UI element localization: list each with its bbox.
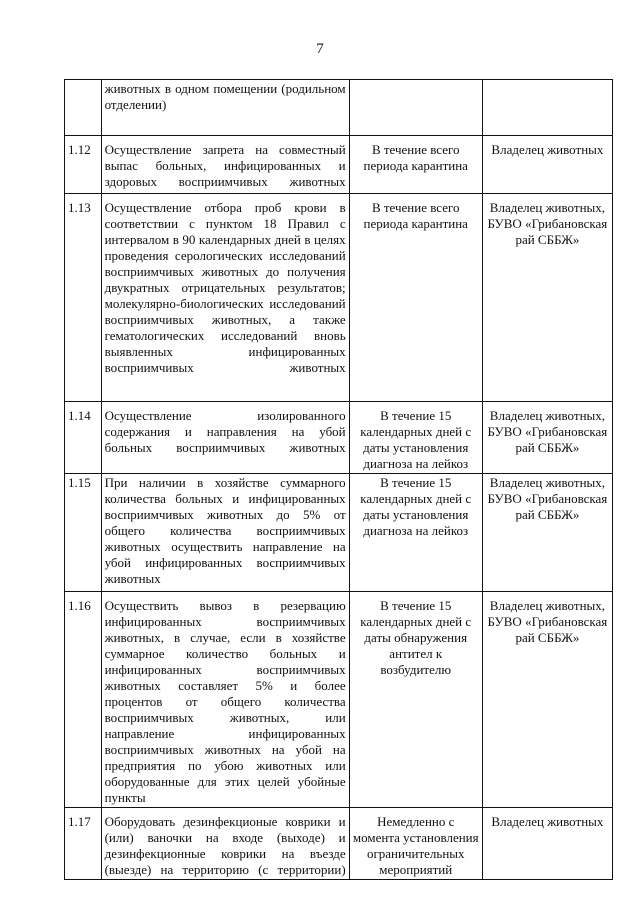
term-cell xyxy=(349,80,482,136)
table-row xyxy=(65,194,613,402)
term-cell: В течение 15 календарных дней с даты установления диагноза на лейкоз xyxy=(349,402,482,474)
responsible-cell: Владелец животных, БУВО «Грибановская рай СББЖ» xyxy=(482,592,612,808)
table-row xyxy=(65,80,613,136)
action-cell: При наличии в хозяйстве суммарного количества больных и инфицированных восприимчивых животных до 5% от общего количества восприимчивых животных осуществить направление на убой инфицированных восприимчивых животных xyxy=(101,474,349,592)
table-row xyxy=(65,402,613,474)
action-cell: животных в одном помещении (родильном отделении) xyxy=(101,80,349,136)
table-row xyxy=(65,592,613,808)
row-number: 1.14 xyxy=(65,402,102,474)
responsible-cell: Владелец животных xyxy=(482,136,612,194)
row-number: 1.12 xyxy=(65,136,102,194)
table-row xyxy=(65,474,613,592)
table-row xyxy=(65,136,613,194)
action-cell: Осуществить вывоз в резервацию инфицированных восприимчивых животных, в случае, если в хозяйстве суммарное количество больных и инфицированных восприимчивых животных составляет 5% и более процентов от общего количества восприимчивых животных, или направление инфицированных восприимчивых животных на убой на предприятия по убою животных или оборудованные для этих целей убойные пункты xyxy=(101,592,349,808)
responsible-cell xyxy=(482,80,612,136)
table-row xyxy=(65,808,613,880)
row-number: 1.16 xyxy=(65,592,102,808)
action-cell: Оборудовать дезинфекционые коврики и (или) ваночки на входе (выходе) и дезинфекционные коврики на въезде (выезде) на территорию (с территории) xyxy=(101,808,349,880)
measures-table xyxy=(64,79,613,880)
row-number: 1.13 xyxy=(65,194,102,402)
term-cell: В течение 15 календарных дней с даты установления диагноза на лейкоз xyxy=(349,474,482,592)
responsible-cell: Владелец животных xyxy=(482,808,612,880)
term-cell: Немедленно с момента установления ограничительных мероприятий xyxy=(349,808,482,880)
row-number: 1.15 xyxy=(65,474,102,592)
action-cell: Осуществление запрета на совместный выпас больных, инфицированных и здоровых восприимчивых животных xyxy=(101,136,349,194)
term-cell: В течение всего периода карантина xyxy=(349,136,482,194)
term-cell: В течение всего периода карантина xyxy=(349,194,482,402)
term-cell: В течение 15 календарных дней с даты обнаружения антител к возбудителю xyxy=(349,592,482,808)
responsible-cell: Владелец животных, БУВО «Грибановская рай СББЖ» xyxy=(482,474,612,592)
page-number: 7 xyxy=(316,41,324,57)
row-number: 1.17 xyxy=(65,808,102,880)
responsible-cell: Владелец животных, БУВО «Грибановская рай СББЖ» xyxy=(482,402,612,474)
responsible-cell: Владелец животных, БУВО «Грибановская рай СББЖ» xyxy=(482,194,612,402)
action-cell: Осуществление отбора проб крови в соответствии с пунктом 18 Правил с интервалом в 90 календарных дней в целях проведения серологических исследований восприимчивых животных до получения двукратных отрицательных результатов; молекулярно-биологических исследований восприимчивых животных, а также гематологических исследований вновь выявленных инфицированных восприимчивых животных xyxy=(101,194,349,402)
action-cell: Осуществление изолированного содержания и направления на убой больных восприимчивых животных xyxy=(101,402,349,474)
row-number xyxy=(65,80,102,136)
